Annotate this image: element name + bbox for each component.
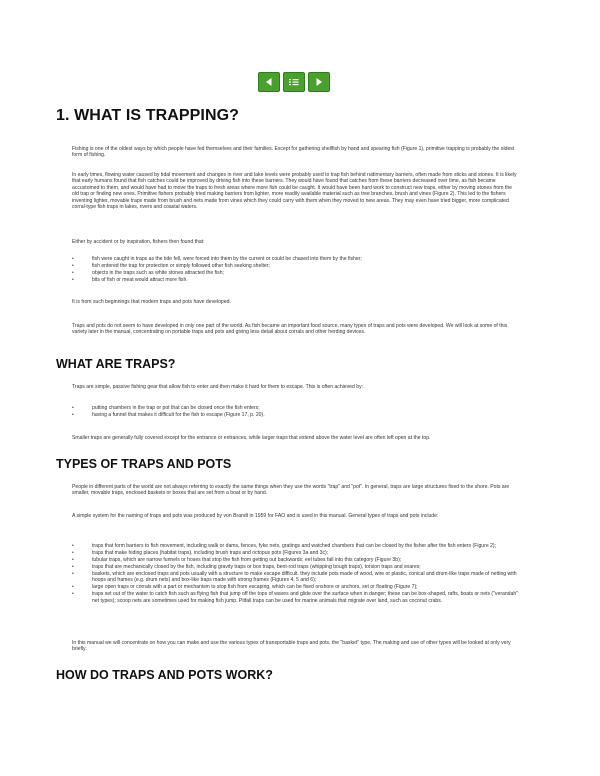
list-item: • having a funnel that makes it difficult for the fish to escape (Figure 17, p. 20). — [72, 412, 518, 418]
list-item: • traps that make hiding places (habitat traps), including brush traps and octopus pots (Figures 3a and 3c); — [72, 550, 518, 556]
traps-paragraph-2: Smaller traps are generally fully covered except for the entrance or entrances, while larger traps that extend above the water level are often left open at the top. — [72, 435, 431, 441]
traps-paragraph-1: Traps are simple, passive fishing gear that allow fish to enter and then make it hard for them to escape. This is often achieved by: — [72, 384, 364, 390]
intro-paragraph-3: Either by accident or by inspiration, fishers then found that: — [72, 239, 205, 245]
list-item: • bits of fish or meat would attract more fish. — [72, 277, 518, 283]
section-heading-how-do-traps-work: HOW DO TRAPS AND POTS WORK? — [56, 668, 273, 682]
types-paragraph-3: In this manual we will concentrate on how you can make and use the various types of transportable traps and pots, the "basket" type. The making and use of other types will be looked at only very briefly. — [72, 640, 511, 653]
intro-paragraph-2: In early times, flowing water caused by tidal movement and changes in river and lake levels were probably used to trap fish behind rudimentary barriers, often made from sticks and stones. It is likely that early humans found that fish catches could be improved by driving fish into these barriers. They would have found that catches from these barriers decreased over time, as fish became accustomed to them, and would have had to move the traps to fresh areas where more fish could be caught. It would have been hard work to construct new traps, either by moving stones from the old trap or finding new ones. Primitive fishers probably tried making barriers from lighter, more readily available material such as tree branches, brush and vines (Figure 2). This led to the fishers inventing lighter, movable traps made from brush and nets made from vines which they could carry with them when they moved to new areas. They may even have tried bigger, more complicated corral-type fish traps in lakes, rivers and coastal waters. — [72, 172, 517, 211]
list-item: • tubular traps, which are narrow funnels or hoses that stop the fish from getting out backwards; eel tubes fall into this category (Figure 3b); — [72, 557, 518, 563]
previous-page-button[interactable] — [258, 72, 280, 92]
intro-paragraph-1: Fishing is one of the oldest ways by which people have fed themselves and their families. Except for gathering shellfish by hand and spearing fish (Figure 1), primitive trapping is probably the oldest form of fishing. — [72, 146, 515, 159]
list-item: • large open traps or corrals with a part or mechanism to stop fish from escaping, which can be fixed onshore or anchors, set or floating (Figure 7); — [72, 584, 518, 590]
page-title: 1. WHAT IS TRAPPING? — [56, 107, 240, 124]
types-bullet-list — [72, 543, 518, 605]
next-page-button[interactable] — [308, 72, 330, 92]
intro-paragraph-5: Traps and pots do not seem to have developed in only one part of the world. As fish became an important food source, many types of traps and pots were developed. We will look at some of this variety later in the manual, concentrating on portable traps and pots and giving less detail about corrals and other herding devices. — [72, 323, 508, 336]
list-item: • traps that form barriers to fish movement, including walk or dams, fences, fyke nets, gratings and watched chambers that can be closed by the fisher after the fish enters (Figure 2); — [72, 543, 518, 549]
list-item: • objects in the traps such as white stones attracted the fish; — [72, 270, 518, 276]
table-of-contents-button[interactable] — [283, 72, 305, 92]
traps-bullet-list — [72, 405, 518, 419]
table-of-contents-icon — [288, 77, 300, 87]
intro-paragraph-4: It is from such beginnings that modern traps and pots have developed. — [72, 299, 231, 305]
list-item: • fish were caught in traps as the tide fell, were forced into them by the current or could be chased into them by the fisher; — [72, 256, 518, 262]
list-item: • traps set out of the water to catch fish such as flying fish that jump off the tops of waves and glide over the surface when in danger; these can be box-shaped, rafts, boats or nets ("verandah" net types); scoop nets are sometimes used for making fish jump. Pitfall traps can be used for marine animals that migrate over land, such as coconut crabs. — [72, 591, 518, 604]
types-paragraph-1: People in different parts of the world are not always referring to exactly the same things when they use the words "trap" and "pot". In general, traps are large structures fixed to the shore. Pots are smaller, movable traps, enclosed baskets or boxes that are set from a boat or by hand. — [72, 484, 510, 497]
triangle-right-icon — [314, 77, 324, 87]
list-item: • fish entered the trap for protection or simply followed other fish seeking shelter; — [72, 263, 518, 269]
triangle-left-icon — [264, 77, 274, 87]
intro-bullet-list — [72, 256, 518, 284]
types-paragraph-2: A simple system for the naming of traps and pots was produced by von Brandt in 1959 for FAO and is used in this manual. General types of traps and pots include: — [72, 513, 439, 519]
navigation-bar — [258, 72, 330, 92]
list-item: • putting chambers in the trap or pot that can be closed once the fish enters; — [72, 405, 518, 411]
section-heading-types-of-traps: TYPES OF TRAPS AND POTS — [56, 457, 232, 471]
section-heading-what-are-traps: WHAT ARE TRAPS? — [56, 357, 176, 371]
list-item: • traps that are mechanically closed by the fish, including gravity traps or box traps, bent-rod traps (whipping bough traps), torsion traps and snares; — [72, 564, 518, 570]
list-item: • baskets, which are enclosed traps and pots usually with a structure to make escape difficult. they include pots made of wood, wire or plastic, conical and drum-like traps made of netting with hoops and frames (e.g. drum nets) and box-like traps made with strong frames (Figures 4, 5 and 6); — [72, 571, 518, 584]
